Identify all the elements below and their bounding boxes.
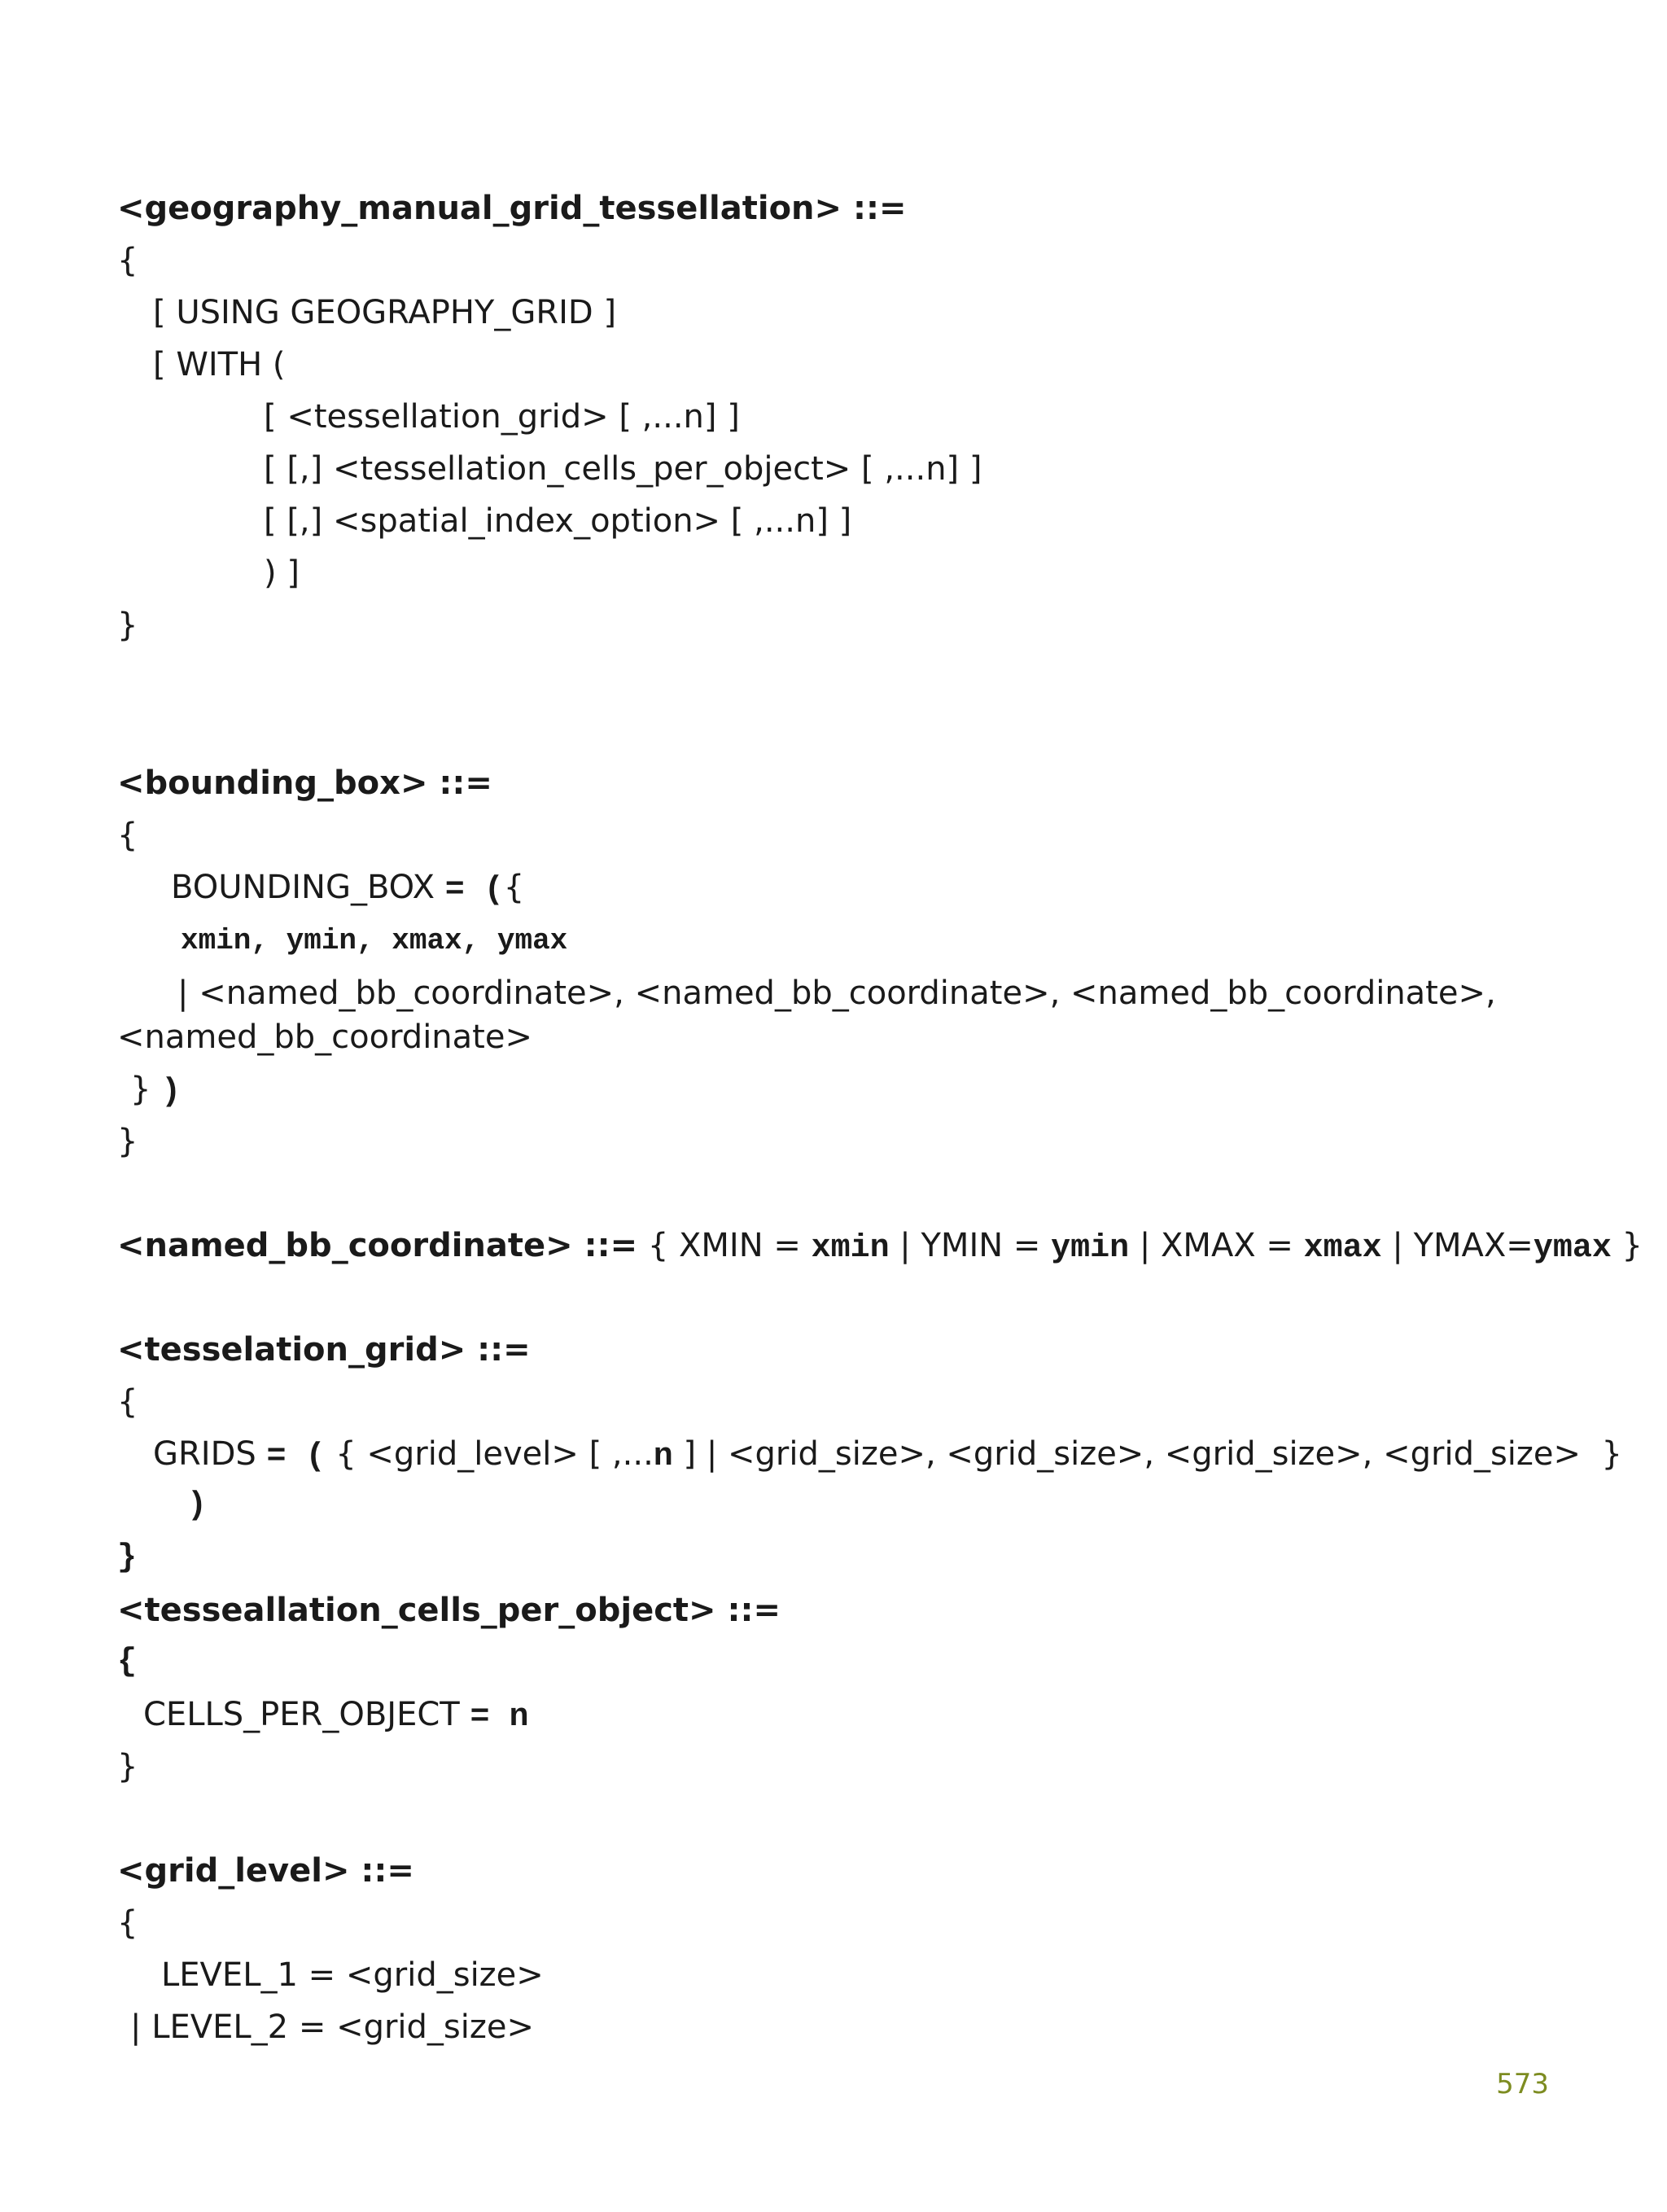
close-paren: ) (161, 1074, 182, 1110)
close-paren: ) (187, 1487, 208, 1524)
close-brace: } (117, 607, 138, 644)
ymin-label: | YMIN = (889, 1227, 1052, 1264)
open-brace: { (117, 242, 138, 279)
open-brace: { (117, 1644, 138, 1680)
geography-grid-header: <geography_manual_grid_tessellation> ::= (117, 190, 907, 227)
with-clause: [ WITH ( (153, 346, 286, 383)
close-brace: } (117, 1540, 138, 1576)
open-brace: { (117, 817, 138, 854)
cells-per-object-line (143, 1695, 528, 1737)
named-coordinate-list: | <named_bb_coordinate>, <named_bb_coordinate>, <named_bb_coordinate>, (177, 975, 1496, 1012)
bounding-box-keyword: BOUNDING_BOX (171, 869, 445, 906)
xmax-value: xmax (1303, 1230, 1382, 1267)
named-bb-coordinate-header: <named_bb_coordinate> ::= (117, 1227, 638, 1264)
grid-size-list: ] | <grid_size>, <grid_size>, <grid_size>, <grid_size> } (672, 1435, 1622, 1473)
open-brace: { (503, 869, 525, 906)
named-coordinate-continuation: <named_bb_coordinate> (117, 1018, 532, 1056)
grids-line (153, 1435, 1622, 1477)
tesselation-grid-header: <tesselation_grid> ::= (117, 1331, 531, 1369)
using-clause: [ USING GEOGRAPHY_GRID ] (153, 294, 617, 331)
xmin-label: { XMIN = (637, 1227, 812, 1264)
equals-sign: = (470, 1699, 510, 1736)
equals-paren: = ( (266, 1439, 326, 1475)
cells-per-object-option: [ [,] <tessellation_cells_per_object> [ ,...n] ] (264, 450, 982, 488)
close-brace: } (117, 1123, 138, 1160)
ymin-value: ymin (1051, 1230, 1130, 1267)
cells-keyword: CELLS_PER_OBJECT (143, 1696, 470, 1733)
close-inner (130, 1070, 181, 1112)
named-bb-coordinate-definition (117, 1226, 1643, 1268)
spatial-index-option: [ [,] <spatial_index_option> [ ,...n] ] (264, 502, 852, 540)
tessellation-grid-option: [ <tessellation_grid> [ ,...n] ] (264, 398, 740, 436)
page-number: 573 (1496, 2068, 1549, 2100)
close-brace: } (130, 1071, 151, 1108)
ymax-value: ymax (1533, 1230, 1612, 1267)
open-brace: { (117, 1904, 138, 1942)
coordinate-list: xmin, ymin, xmax, ymax (181, 924, 568, 957)
open-brace: { (117, 1383, 138, 1421)
grid-level-list: { <grid_level> [ ,... (325, 1435, 654, 1473)
bounding-box-line (171, 868, 524, 910)
close-paren: ) ] (264, 554, 300, 592)
equals-paren: = ( (444, 872, 504, 909)
close-brace: } (117, 1748, 138, 1785)
n-placeholder: n (653, 1439, 673, 1475)
bounding-box-header: <bounding_box> ::= (117, 764, 492, 802)
level-1-line: LEVEL_1 = <grid_size> (161, 1956, 544, 1994)
level-2-line: | LEVEL_2 = <grid_size> (130, 2008, 534, 2046)
grids-keyword: GRIDS (153, 1435, 267, 1473)
xmin-value: xmin (811, 1230, 890, 1267)
n-placeholder: n (509, 1699, 529, 1736)
xmax-label: | XMAX = (1129, 1227, 1304, 1264)
cells-per-object-header: <tesseallation_cells_per_object> ::= (117, 1592, 781, 1629)
close-brace: } (1611, 1227, 1643, 1264)
grid-level-header: <grid_level> ::= (117, 1852, 414, 1890)
ymax-label: | YMAX= (1381, 1227, 1534, 1264)
